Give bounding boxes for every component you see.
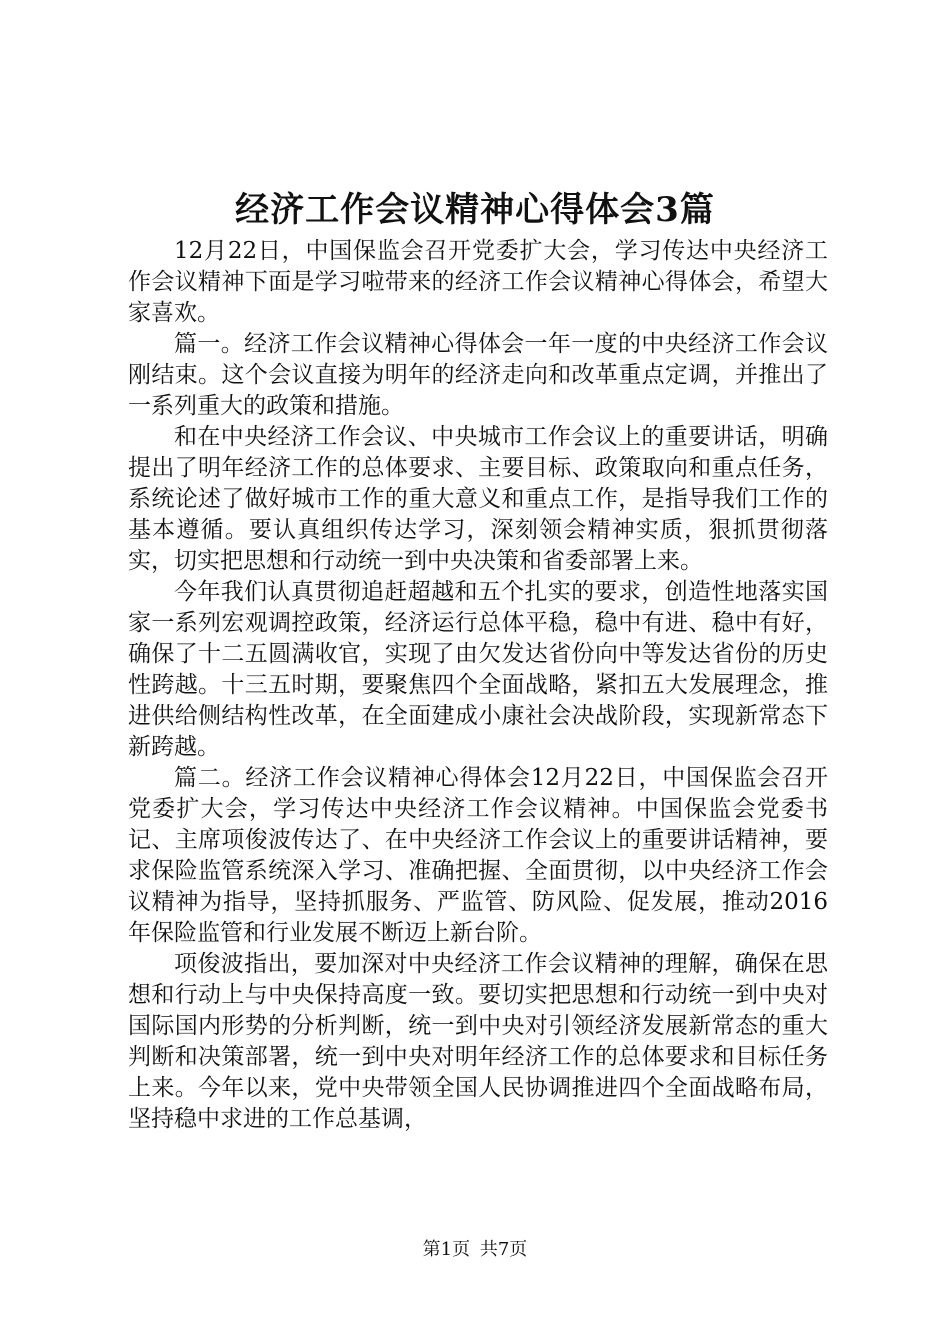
paragraph: 项俊波指出，要加深对中央经济工作会议精神的理解，确保在思想和行动上与中央保持高度一致。要切实把思想和行动统一到中央对国际国内形势的分析判断，统一到中央对引领经济发展新常态的重大判断和决策部署，统一到中央对明年经济工作的总体要求和目标任务上来。今年以来，党中央带领全国人民协调推进四个全面战略布局，坚持稳中求进的工作总基调，	[128, 951, 828, 1132]
paragraph: 今年我们认真贯彻追赶超越和五个扎实的要求，创造性地落实国家一系列宏观调控政策，经济运行总体平稳，稳中有进、稳中有好，确保了十二五圆满收官，实现了由欠发达省份向中等发达省份的历史性跨越。十三五时期，要聚焦四个全面战略，紧扣五大发展理念，推进供给侧结构性改革，在全面建成小康社会决战阶段，实现新常态下新跨越。	[128, 579, 828, 760]
document-title: 经济工作会议精神心得体会3篇	[235, 190, 715, 230]
document-body	[128, 236, 828, 1135]
page-number: 第1页	[422, 1239, 471, 1260]
paragraph: 篇一。经济工作会议精神心得体会一年一度的中央经济工作会议刚结束。这个会议直接为明年的经济走向和改革重点定调，并推出了一系列重大的政策和措施。	[128, 331, 828, 419]
paragraph: 12月22日，中国保监会召开党委扩大会，学习传达中央经济工作会议精神下面是学习啦带来的经济工作会议精神心得体会，希望大家喜欢。	[128, 238, 828, 326]
paragraph: 和在中央经济工作会议、中央城市工作会议上的重要讲话，明确提出了明年经济工作的总体要求、主要目标、政策取向和重点任务，系统论述了做好城市工作的重大意义和重点工作，是指导我们工作的基本遵循。要认真组织传达学习，深刻领会精神实质，狠抓贯彻落实，切实把思想和行动统一到中央决策和省委部署上来。	[128, 424, 828, 574]
page-footer	[0, 1238, 950, 1262]
paragraph: 篇二。经济工作会议精神心得体会12月22日，中国保监会召开党委扩大会，学习传达中央经济工作会议精神。中国保监会党委书记、主席项俊波传达了、在中央经济工作会议上的重要讲话精神，要求保险监管系统深入学习、准确把握、全面贯彻，以中央经济工作会议精神为指导，坚持抓服务、严监管、防风险、促发展，推动2016年保险监管和行业发展不断迈上新台阶。	[128, 765, 828, 946]
page-total: 共7页	[479, 1239, 528, 1260]
